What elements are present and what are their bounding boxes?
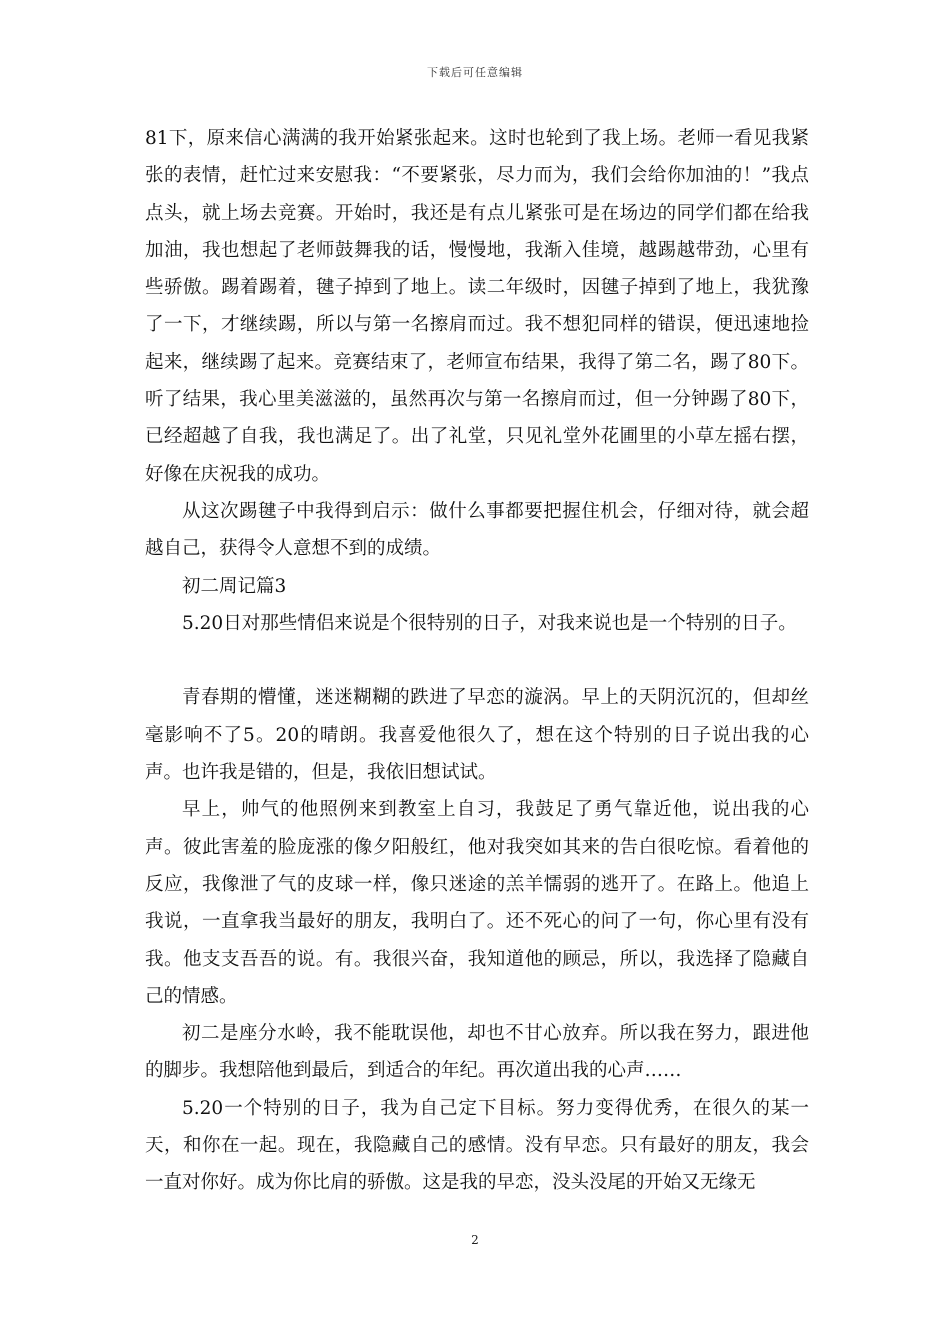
page-number: 2 (471, 1233, 479, 1247)
paragraph-1: 81下，原来信心满满的我开始紧张起来。这时也轮到了我上场。老师一看见我紧张的表情，赶忙过来安慰我：“不要紧张，尽力而为，我们会给你加油的！”我点点头，就上场去竞赛。开始时，我还是有点儿紧张可是在场边的同学们都在给我加油，我也想起了老师鼓舞我的话，慢慢地，我渐入佳境，越踢越带劲，心里有些骄傲。踢着踢着，毽子掉到了地上。读二年级时，因毽子掉到了地上，我犹豫了一下，才继续踢，所以与第一名擦肩而过。我不想犯同样的错误，便迅速地捡起来，继续踢了起来。竞赛结束了，老师宣布结果，我得了第二名，踢了80下。听了结果，我心里美滋滋的，虽然再次与第一名擦肩而过，但一分钟踢了80下，已经超越了自我，我也满足了。出了礼堂，只见礼堂外花圃里的小草左摇右摆，好像在庆祝我的成功。 (145, 128, 809, 485)
paragraph-6: 初二是座分水岭，我不能耽误他，却也不甘心放弃。所以我在努力，跟进他的脚步。我想陪他到最后，到适合的年纪。再次道出我的心声…… (145, 1023, 809, 1082)
page-header: 下载后可任意编辑 (427, 66, 523, 79)
section-heading: 初二周记篇3 (182, 575, 287, 597)
paragraph-5: 早上，帅气的他照例来到教室上自习，我鼓足了勇气靠近他，说出我的心声。彼此害羞的脸庞涨的像夕阳般红，他对我突如其来的告白很吃惊。看着他的反应，我像泄了气的皮球一样，像只迷途的羔羊懦弱的逃开了。在路上。他追上我说，一直拿我当最好的朋友，我明白了。还不死心的问了一句，你心里有没有我。他支支吾吾的说。有。我很兴奋，我知道他的顾忌，所以，我选择了隐藏自己的情感。 (145, 799, 809, 1007)
paragraph-3: 5.20日对那些情侣来说是个很特别的日子，对我来说也是一个特别的日子。 (182, 612, 797, 634)
paragraph-2: 从这次踢毽子中我得到启示：做什么事都要把握住机会，仔细对待，就会超越自己，获得令人意想不到的成绩。 (145, 500, 809, 560)
paragraph-4: 青春期的懵懂，迷迷糊糊的跌进了早恋的漩涡。早上的天阴沉沉的，但却丝毫影响不了5。20的晴朗。我喜爱他很久了，想在这个特别的日子说出我的心声。也许我是错的，但是，我依旧想试试。 (145, 687, 809, 784)
document-body (145, 120, 809, 1202)
paragraph-7: 5.20一个特别的日子，我为自己定下目标。努力变得优秀，在很久的某一天，和你在一起。现在，我隐藏自己的感情。没有早恋。只有最好的朋友，我会一直对你好。成为你比肩的骄傲。这是我的早恋，没头没尾的开始又无缘无 (145, 1097, 809, 1194)
